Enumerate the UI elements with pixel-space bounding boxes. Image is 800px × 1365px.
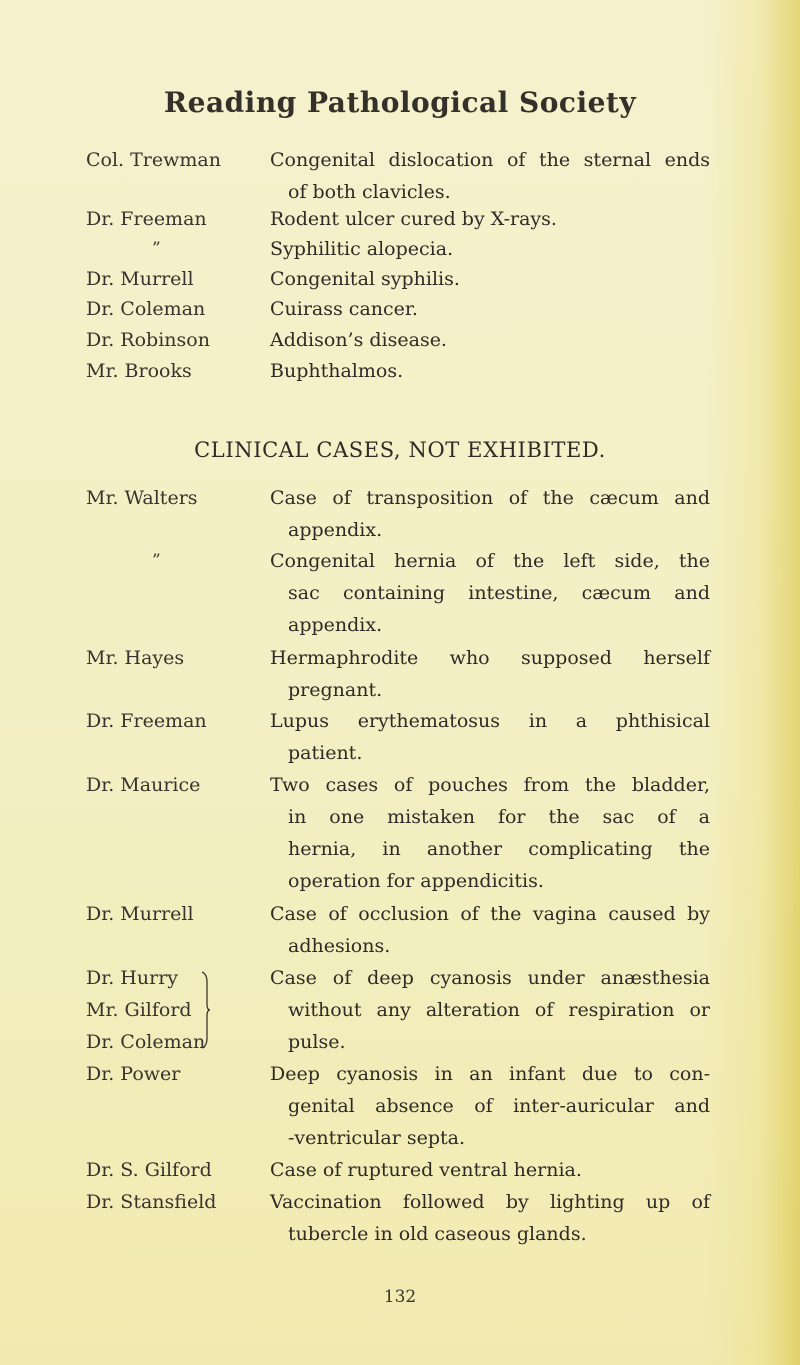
presenter-name: Dr. Freeman	[86, 710, 207, 732]
description-line: Case of ruptured ventral hernia.	[270, 1159, 582, 1181]
presenter-name: Mr. Hayes	[86, 647, 185, 669]
presenter-name: Dr. Maurice	[86, 774, 201, 796]
case-description	[270, 482, 710, 546]
description-line: Congenital dislocation of the sternal ends	[270, 149, 710, 171]
section-title: CLINICAL CASES, NOT EXHIBITED.	[194, 438, 606, 462]
presenter-name: Dr. Coleman	[86, 298, 206, 320]
description-line: pulse.	[288, 1031, 346, 1053]
description-line: pregnant.	[288, 679, 383, 701]
presenter-name: Dr. Murrell	[86, 903, 194, 925]
description-line: appendix.	[288, 519, 383, 541]
description-line: Congenital hernia of the left side, the	[270, 550, 710, 572]
description-line: operation for appendicitis.	[288, 870, 544, 892]
description-line: Rodent ulcer cured by X-rays.	[270, 208, 557, 230]
description-line: Case of deep cyanosis under anæsthesia	[270, 967, 710, 989]
grouping-brace	[200, 970, 210, 1050]
presenter-name: Dr. S. Gilford	[86, 1159, 212, 1181]
description-line: patient.	[288, 742, 363, 764]
description-line: Hermaphrodite who supposed herself	[270, 647, 710, 669]
case-description	[270, 144, 710, 208]
ditto-mark: ”	[152, 239, 161, 259]
presenter-name: Dr. Murrell	[86, 268, 194, 290]
description-line: Deep cyanosis in an infant due to con-	[270, 1063, 710, 1085]
description-line: appendix.	[288, 614, 383, 636]
description-line: hernia, in another complicating the	[288, 838, 710, 860]
description-line: Lupus erythematosus in a phthisical	[270, 710, 710, 732]
presenter-name: Dr. Hurry	[86, 967, 179, 989]
case-description	[270, 1186, 710, 1250]
description-line: -ventricular septa.	[288, 1127, 465, 1149]
case-description	[270, 769, 710, 897]
case-description	[270, 233, 710, 265]
presenter-name: Dr. Stansfield	[86, 1191, 217, 1213]
description-line: without any alteration of respiration or	[288, 999, 710, 1021]
description-line: Two cases of pouches from the bladder,	[270, 774, 710, 796]
presenter-name: Dr. Coleman	[86, 1031, 206, 1053]
presenter-name: Mr. Brooks	[86, 360, 192, 382]
case-description	[270, 1058, 710, 1154]
case-description	[270, 355, 710, 387]
case-description	[270, 545, 710, 641]
description-line: genital absence of inter-auricular and	[288, 1095, 710, 1117]
presenter-name: Dr. Robinson	[86, 329, 210, 351]
description-line: sac containing intestine, cæcum and	[288, 582, 710, 604]
description-line: Cuirass cancer.	[270, 298, 418, 320]
presenter-name: Mr. Walters	[86, 487, 198, 509]
description-line: Buphthalmos.	[270, 360, 404, 382]
description-line: in one mistaken for the sac of a	[288, 806, 710, 828]
presenter-name: Dr. Freeman	[86, 208, 207, 230]
presenter-group	[86, 962, 205, 1058]
page-number: 132	[383, 1287, 417, 1307]
description-line: tubercle in old caseous glands.	[288, 1223, 587, 1245]
case-description	[270, 203, 710, 235]
description-line: Case of occlusion of the vagina caused by	[270, 903, 710, 925]
case-description	[270, 962, 710, 1058]
case-description	[270, 324, 710, 356]
description-line: Addison’s disease.	[270, 329, 447, 351]
case-description	[270, 263, 710, 295]
case-description	[270, 642, 710, 706]
description-line: Vaccination followed by lighting up of	[270, 1191, 710, 1213]
case-description	[270, 898, 710, 962]
ditto-mark: ”	[152, 551, 161, 571]
description-line: Case of transposition of the cæcum and	[270, 487, 710, 509]
presenter-name: Dr. Power	[86, 1063, 181, 1085]
presenter-name: Mr. Gilford	[86, 999, 192, 1021]
case-description	[270, 293, 710, 325]
description-line: adhesions.	[288, 935, 391, 957]
description-line: Syphilitic alopecia.	[270, 238, 454, 260]
presenter-name: Col. Trewman	[86, 149, 221, 171]
running-header: Reading Pathological Society	[163, 86, 637, 119]
description-line: of both clavicles.	[288, 181, 451, 203]
case-description	[270, 1154, 710, 1186]
description-line: Congenital syphilis.	[270, 268, 460, 290]
case-description	[270, 705, 710, 769]
